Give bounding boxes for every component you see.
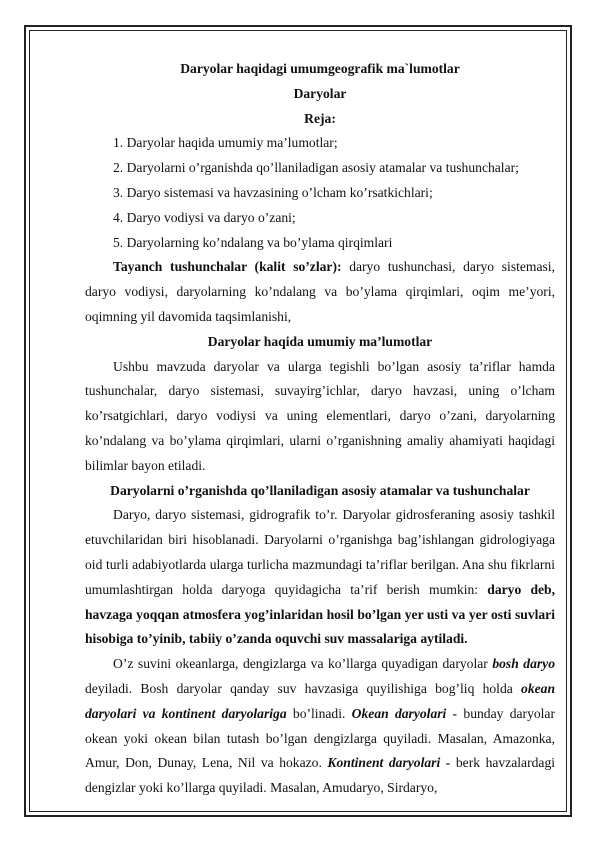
plan-heading: Reja: [304, 110, 336, 126]
text-span: bunday daryolar okean yoki okean bilan tutash bo’lgan dengizlarga quyiladi. Masalan, Amazonka, Amur, Don, Dunay, Lena, Nil va hokazo. [85, 705, 555, 771]
term-continent-rivers: Kontinent daryolari - [327, 755, 451, 771]
river-definition: daryo deb, havzaga yoqqan atmosfera yog’inlaridan hosil bo’lgan yer usti va yer osti suvlari hisobiga to’yinib, tabiiy o’zanda oquvchi suv massalariga aytiladi. [85, 581, 555, 647]
section2-heading: Daryolarni o’rganishda qo’llaniladigan asosiy atamalar va tushunchalar [110, 482, 530, 498]
section1-paragraph: Ushbu mavzuda daryolar va ularga tegishli bo’lgan asosiy ta’riflar hamda tushunchalar, daryo sistemasi, suvayirg’ichlar, daryo havzasi, uning o’lcham ko’rsatgichlari, daryo vodiysi va uning elementlari, daryo o’zani, daryolarning ko’ndalang va bo’ylama qirqimlari, ularni o’rganishning amaliy ahamiyati haqidagi bilimlar bayon etiladi. [85, 358, 555, 473]
keywords-text: daryo tushunchasi, daryo sistemasi, daryo vodiysi, daryolarning ko’ndalang va bo’ylama qirqimlari, oqim me’yori, oqimning yil davomida taqsimlanishi, [85, 259, 555, 324]
document-subtitle: Daryolar [293, 85, 347, 101]
section2-paragraph-2 [85, 652, 555, 801]
document-body [85, 57, 555, 801]
plan-item: 4. Daryo vodiysi va daryo o’zani; [113, 209, 296, 225]
section2-paragraph-1 [85, 503, 555, 652]
keywords-paragraph [85, 255, 555, 329]
text-span: bo’linadi. [286, 705, 352, 721]
text-span: berk havzalardagi dengizlar yoki ko’llarga quyiladi. Masalan, Amudaryo, Sirdaryo, [85, 755, 556, 796]
text-span: deyiladi. Bosh daryolar qanday suv havzasiga quyilishiga bog’liq holda [85, 680, 522, 696]
keywords-label: Tayanch tushunchalar (kalit so’zlar): [113, 259, 342, 275]
plan-item: 5. Daryolarning ko’ndalang va bo’ylama qirqimlari [113, 234, 393, 250]
section1-heading: Daryolar haqida umumiy ma’lumotlar [207, 333, 433, 349]
plan-item: 3. Daryo sistemasi va havzasining o’lcham ko’rsatkichlari; [113, 184, 433, 200]
term-ocean-rivers: Okean daryolari - [351, 705, 458, 721]
document-title: Daryolar haqidagi umumgeografik ma`lumotlar [180, 61, 460, 76]
term-ocean-continent-rivers: okean daryolari va kontinent daryolariga [85, 680, 555, 721]
plan-item: 2. Daryolarni o’rganishda qo’llaniladigan asosiy atamalar va tushunchalar; [113, 160, 519, 176]
definition-intro: Daryo, daryo sistemasi, gidrografik to’r. Daryolar gidrosferaning asosiy tashkil etuvchilaridan biri hisoblanadi. Daryolarni o’rganishga bag’ishlangan gidrologiyaga oid turli adabiyotlarda ularga turlicha mazmundagi ta’riflar berilgan. Ana shu fikrlarni umumlashtirgan holda daryoga quyidagicha ta’rif berish mumkin: [85, 507, 555, 597]
term-main-river: bosh daryo [492, 656, 555, 672]
plan-item: 1. Daryolar haqida umumiy ma’lumotlar; [113, 135, 338, 151]
text-span: O’z suvini okeanlarga, dengizlarga va ko’llarga quyadigan daryolar [113, 656, 493, 672]
